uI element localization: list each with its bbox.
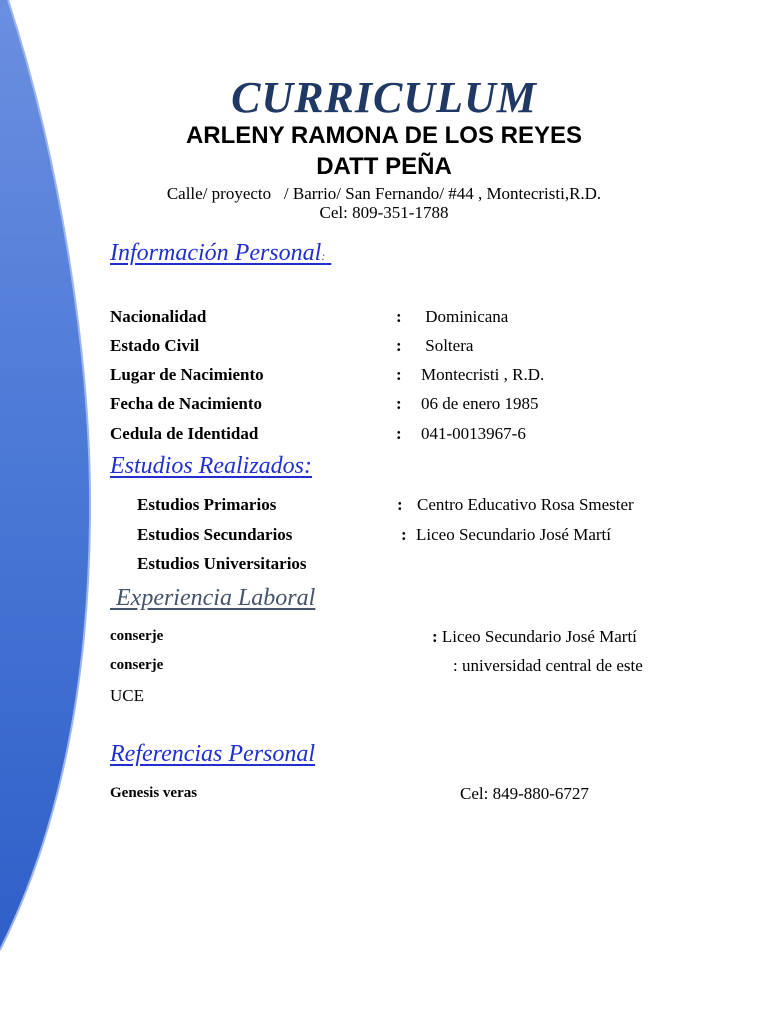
document-title: CURRICULUM	[231, 73, 537, 122]
personal-colon: :	[396, 394, 402, 413]
personal-value-id: 041-0013967-6	[421, 424, 526, 443]
studies-label-primary: Estudios Primarios	[137, 495, 277, 514]
full-name-line-1: ARLENY RAMONA DE LOS REYES	[185, 122, 583, 149]
personal-colon: :	[396, 424, 402, 443]
personal-value-birthdate: 06 de enero 1985	[421, 394, 539, 413]
section-heading-text: Información Personal	[110, 240, 322, 266]
personal-label-birthplace: Lugar de Nacimiento	[110, 365, 264, 384]
experience-employer: : Liceo Secundario José Martí	[432, 627, 637, 646]
personal-value-birthplace: Montecristi , R.D.	[421, 365, 545, 384]
address: Calle/ proyecto / Barrio/ San Fernando/ #44 , Montecristi,R.D.	[166, 184, 602, 203]
studies-value-primary: Centro Educativo Rosa Smester	[417, 495, 634, 514]
reference-phone: Cel: 849-880-6727	[460, 784, 589, 803]
experience-employer: : universidad central de este	[453, 656, 643, 675]
personal-label-civil-status: Estado Civil	[110, 336, 200, 355]
phone: Cel: 809-351-1788	[319, 203, 449, 222]
personal-colon: :	[396, 307, 402, 326]
section-heading-experience	[110, 585, 315, 612]
reference-name: Genesis veras	[110, 785, 198, 801]
personal-colon: :	[396, 365, 402, 384]
section-heading-studies: Estudios Realizados:	[110, 453, 312, 479]
experience-position: conserje	[110, 628, 164, 644]
studies-label-secondary: Estudios Secundarios	[137, 525, 293, 544]
personal-label-nationality: Nacionalidad	[110, 307, 207, 326]
section-heading-personal	[110, 240, 331, 267]
personal-value-civil-status: Soltera	[421, 336, 474, 355]
experience-employer-continuation: UCE	[110, 686, 144, 705]
studies-value-secondary: Liceo Secundario José Martí	[416, 525, 611, 544]
personal-colon: :	[396, 336, 402, 355]
section-heading-colon: :	[321, 249, 326, 263]
studies-label-university: Estudios Universitarios	[137, 554, 307, 573]
experience-heading-text: Experiencia Laboral	[110, 585, 316, 611]
studies-colon: :	[401, 525, 407, 544]
section-heading-references: Referencias Personal	[110, 741, 316, 767]
experience-employer-text: Liceo Secundario José Martí	[437, 627, 637, 646]
personal-value-nationality: Dominicana	[421, 307, 509, 326]
experience-position: conserje	[110, 657, 164, 673]
personal-label-id: Cedula de Identidad	[110, 424, 259, 443]
studies-colon: :	[397, 495, 403, 514]
personal-label-birthdate: Fecha de Nacimiento	[110, 394, 263, 413]
full-name-line-2: DATT PEÑA	[316, 153, 452, 180]
